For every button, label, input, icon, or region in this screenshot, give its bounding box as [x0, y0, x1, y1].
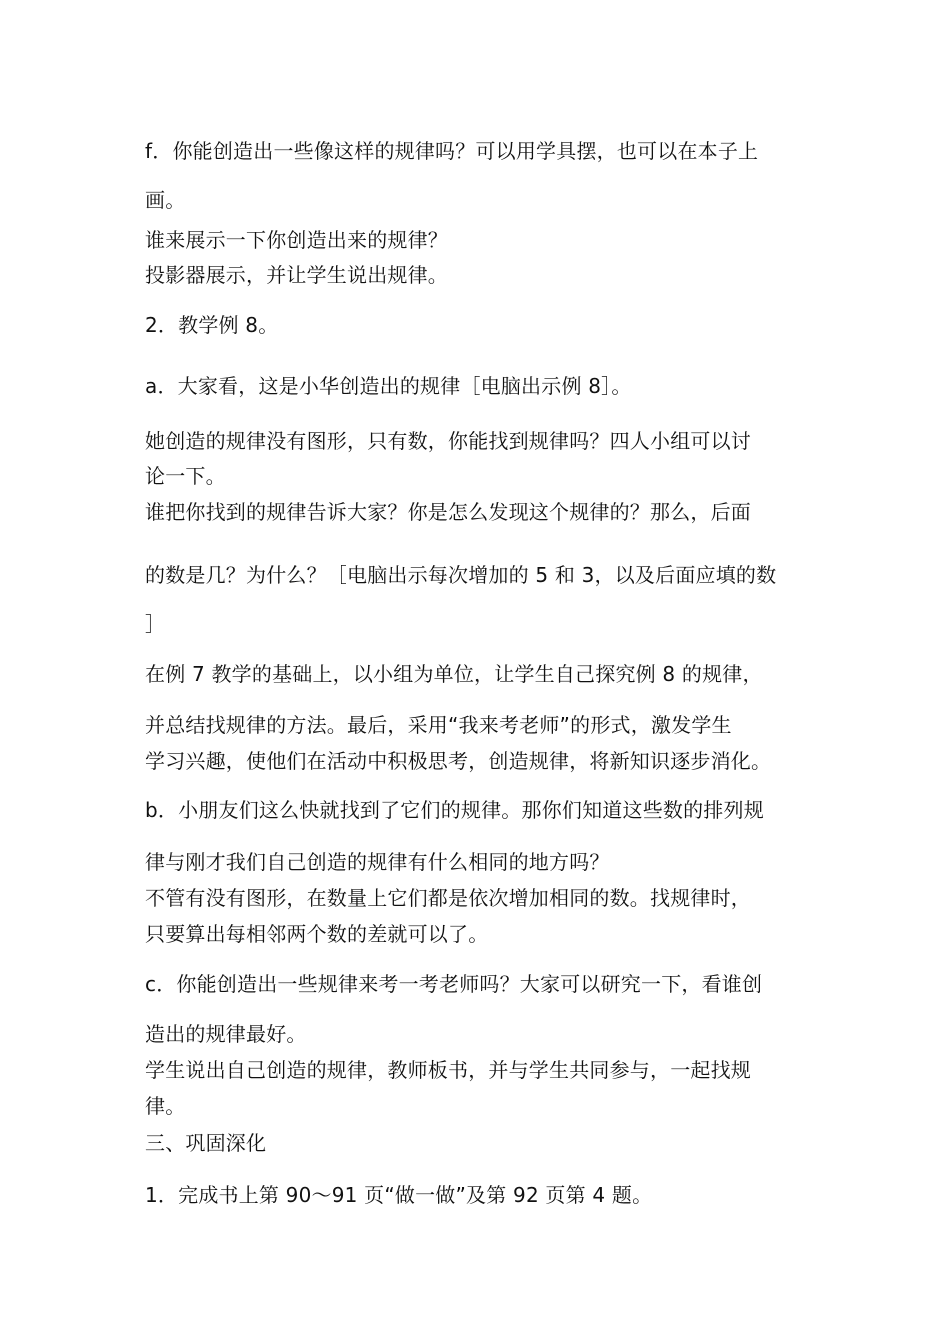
text-line: 不管有没有图形，在数量上它们都是依次增加相同的数。找规律时，: [145, 886, 751, 910]
text-line: 画。: [145, 188, 186, 212]
text-line: 论一下。: [145, 464, 226, 488]
text-line: 律。: [145, 1094, 186, 1118]
text-line: 谁把你找到的规律告诉大家？你是怎么发现这个规律的？那么，后面: [145, 500, 751, 524]
text-line: f．你能创造出一些像这样的规律吗？可以用学具摆，也可以在本子上: [145, 139, 759, 163]
text-line: 学习兴趣，使他们在活动中积极思考，创造规律，将新知识逐步消化。: [145, 749, 772, 773]
text-line: ］: [145, 612, 166, 636]
text-line: 造出的规律最好。: [145, 1022, 307, 1046]
text-line: 投影器展示，并让学生说出规律。: [145, 263, 448, 287]
text-line: 只要算出每相邻两个数的差就可以了。: [145, 922, 489, 946]
text-line: 学生说出自己创造的规律，教师板书，并与学生共同参与，一起找规: [145, 1058, 751, 1082]
text-line: c．你能创造出一些规律来考一考老师吗？大家可以研究一下，看谁创: [145, 972, 763, 996]
text-line: 她创造的规律没有图形，只有数，你能找到规律吗？四人小组可以讨: [145, 429, 751, 453]
text-line: a．大家看，这是小华创造出的规律［电脑出示例 8］。: [145, 374, 632, 398]
section-heading: 三、巩固深化: [145, 1131, 267, 1155]
text-line: 律与刚才我们自己创造的规律有什么相同的地方吗？: [145, 850, 610, 874]
text-line: 在例 7 教学的基础上，以小组为单位，让学生自己探究例 8 的规律，: [145, 662, 763, 686]
text-line: b．小朋友们这么快就找到了它们的规律。那你们知道这些数的排列规: [145, 798, 764, 822]
text-line: 的数是几？为什么？［电脑出示每次增加的 5 和 3，以及后面应填的数: [145, 563, 777, 587]
text-line: 并总结找规律的方法。最后，采用“我来考老师”的形式，激发学生: [145, 713, 732, 737]
text-line: 谁来展示一下你创造出来的规律？: [145, 228, 448, 252]
text-line: 1．完成书上第 90～91 页“做一做”及第 92 页第 4 题。: [145, 1183, 653, 1207]
text-line: 2．教学例 8。: [145, 313, 279, 337]
